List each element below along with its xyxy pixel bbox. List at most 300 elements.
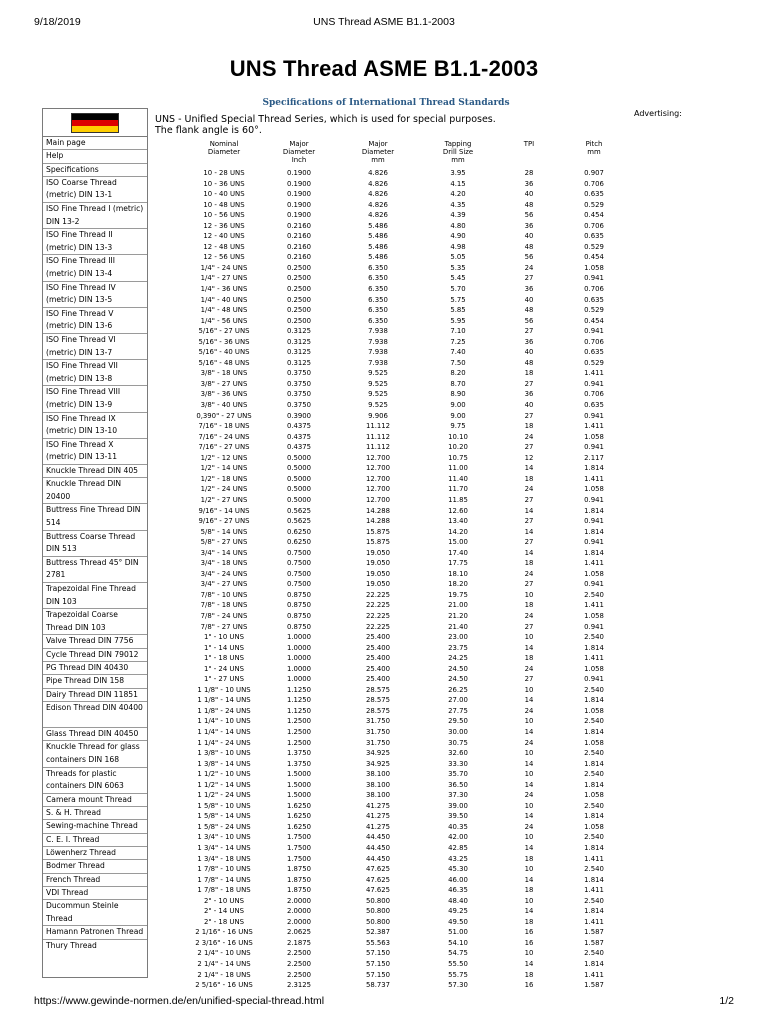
cell-tpi: 56 (524, 316, 534, 325)
cell-nominal: 10 - 56 UNS (203, 211, 245, 220)
cell-tpi: 56 (524, 211, 534, 220)
cell-pitch: 2.540 (584, 590, 604, 599)
cell-major-mm: 28.575 (365, 685, 391, 694)
cell-nominal: 7/8" - 10 UNS (200, 590, 248, 599)
cell-tapping-drill: 42.00 (448, 833, 468, 842)
table-row (188, 548, 628, 559)
cell-major-inch: 0.8750 (286, 611, 312, 620)
cell-major-mm: 6.350 (368, 295, 388, 304)
cell-tapping-drill: 4.80 (450, 221, 466, 230)
cell-pitch: 1.058 (584, 611, 604, 620)
cell-tapping-drill: 8.20 (450, 369, 466, 378)
cell-pitch: 1.814 (584, 464, 604, 473)
cell-pitch: 1.814 (584, 960, 604, 969)
sidebar-item-cycle-thread-din-79012[interactable]: Cycle Thread DIN 79012 (43, 649, 147, 662)
cell-tapping-drill: 12.60 (448, 506, 468, 515)
cell-major-inch: 0.3125 (286, 348, 312, 357)
sidebar-nav (42, 108, 148, 978)
cell-pitch: 1.814 (584, 780, 604, 789)
cell-pitch: 2.540 (584, 685, 604, 694)
table-row (188, 695, 628, 706)
cell-major-inch: 0.5000 (286, 453, 312, 462)
table-row (188, 780, 628, 791)
cell-nominal: 7/16" - 24 UNS (198, 432, 250, 441)
cell-tapping-drill: 7.40 (450, 348, 466, 357)
column-header-line: Diameter (282, 147, 316, 156)
cell-major-mm: 12.700 (365, 464, 391, 473)
cell-pitch: 0.529 (584, 306, 604, 315)
sidebar-item-edison-thread-din-40400[interactable]: Edison Thread DIN 40400 (43, 702, 147, 728)
sidebar-item-ducommun-steinle-thread[interactable]: Ducommun Steinle Thread (43, 900, 147, 926)
cell-major-inch: 0.8750 (286, 601, 312, 610)
cell-pitch: 0.706 (584, 221, 604, 230)
table-row (188, 432, 628, 443)
cell-major-inch: 0.3750 (286, 379, 312, 388)
table-row (188, 611, 628, 622)
cell-major-inch: 0.5625 (286, 506, 312, 515)
cell-major-mm: 58.737 (365, 981, 391, 990)
table-row (188, 411, 628, 422)
cell-major-inch: 1.8750 (286, 865, 312, 874)
cell-major-inch: 0.4375 (286, 432, 312, 441)
cell-tapping-drill: 18.20 (448, 580, 468, 589)
sidebar-item-vdi-thread[interactable]: VDI Thread (43, 887, 147, 900)
print-footer (34, 995, 734, 1009)
cell-tpi: 18 (524, 854, 534, 863)
column-header-line: Major (368, 140, 388, 148)
cell-tapping-drill: 39.50 (448, 812, 468, 821)
cell-tapping-drill: 4.98 (450, 242, 466, 251)
cell-tpi: 24 (524, 432, 534, 441)
table-row (188, 168, 628, 179)
sidebar-item-help[interactable]: Help (43, 150, 147, 163)
cell-tpi: 36 (524, 337, 534, 346)
cell-major-inch: 0.2500 (286, 274, 312, 283)
cell-pitch: 0.941 (584, 622, 604, 631)
sidebar-item-pg-thread-din-40430[interactable]: PG Thread DIN 40430 (43, 662, 147, 675)
table-row (188, 664, 628, 675)
sidebar-item-l-wenherz-thread[interactable]: Löwenherz Thread (43, 847, 147, 860)
cell-major-mm: 19.050 (365, 569, 391, 578)
column-header-line: Major (289, 140, 309, 148)
sidebar-item-iso-fine-thread-viii-metric-din-13-9[interactable]: ISO Fine Thread VIII (metric) DIN 13-9 (43, 386, 147, 412)
cell-nominal: 7/8" - 24 UNS (200, 611, 248, 620)
cell-pitch: 1.814 (584, 643, 604, 652)
cell-tpi: 24 (524, 485, 534, 494)
sidebar-item-buttress-coarse-thread-din-513[interactable]: Buttress Coarse Thread DIN 513 (43, 531, 147, 557)
cell-major-mm: 38.100 (365, 770, 391, 779)
cell-pitch: 1.814 (584, 812, 604, 821)
sidebar-item-trapezoidal-coarse-thread-din-103[interactable]: Trapezoidal Coarse Thread DIN 103 (43, 609, 147, 635)
cell-major-inch: 1.0000 (286, 643, 312, 652)
sidebar-item-threads-for-plastic-containers-din-6063[interactable]: Threads for plastic containers DIN 6063 (43, 768, 147, 794)
cell-major-inch: 1.2500 (286, 727, 312, 736)
cell-major-inch: 0.1900 (286, 179, 312, 188)
table-row (188, 210, 628, 221)
cell-tpi: 24 (524, 791, 534, 800)
cell-pitch: 0.907 (584, 169, 604, 177)
cell-tapping-drill: 13.40 (448, 517, 468, 526)
table-row (188, 632, 628, 643)
cell-tpi: 48 (524, 306, 534, 315)
cell-major-inch: 0.1900 (286, 169, 312, 177)
cell-nominal: 1 1/8" - 10 UNS (197, 685, 251, 694)
cell-tpi: 36 (524, 285, 534, 294)
cell-major-mm: 47.625 (365, 875, 391, 884)
cell-nominal: 1 1/8" - 24 UNS (197, 706, 251, 715)
cell-nominal: 1 1/8" - 14 UNS (197, 696, 251, 705)
cell-major-mm: 15.875 (365, 527, 391, 536)
sidebar-item-c-e-i-thread[interactable]: C. E. I. Thread (43, 834, 147, 847)
cell-pitch: 1.814 (584, 759, 604, 768)
cell-major-mm: 50.800 (365, 917, 391, 926)
cell-major-mm: 12.700 (365, 485, 391, 494)
cell-pitch: 0.529 (584, 358, 604, 367)
cell-pitch: 0.635 (584, 295, 604, 304)
table-row (188, 368, 628, 379)
cell-major-mm: 9.525 (368, 379, 388, 388)
table-row (188, 622, 628, 633)
cell-pitch: 0.941 (584, 538, 604, 547)
table-row (188, 558, 628, 569)
cell-major-mm: 6.350 (368, 263, 388, 272)
cell-tapping-drill: 46.00 (448, 875, 468, 884)
sidebar-item-knuckle-thread-din-20400[interactable]: Knuckle Thread DIN 20400 (43, 478, 147, 504)
table-row (188, 738, 628, 749)
cell-major-inch: 0.2160 (286, 232, 312, 241)
sidebar-item-knuckle-thread-for-glass-containers-din-168[interactable]: Knuckle Thread for glass containers DIN 168 (43, 741, 147, 767)
cell-tpi: 14 (524, 875, 534, 884)
cell-nominal: 10 - 36 UNS (203, 179, 245, 188)
cell-tpi: 10 (524, 833, 534, 842)
sidebar-item-sewing-machine-thread[interactable]: Sewing-machine Thread (43, 820, 147, 833)
sidebar-item-buttress-thread-45-din-2781[interactable]: Buttress Thread 45° DIN 2781 (43, 557, 147, 583)
column-header-line: Drill Size (442, 147, 474, 156)
cell-nominal: 1" - 18 UNS (204, 654, 244, 663)
column-header-line: Tapping (444, 140, 472, 148)
sidebar-item-valve-thread-din-7756[interactable]: Valve Thread DIN 7756 (43, 635, 147, 648)
cell-tapping-drill: 55.75 (448, 970, 468, 979)
cell-major-mm: 5.486 (368, 242, 388, 251)
cell-tpi: 14 (524, 548, 534, 557)
cell-nominal: 1/2" - 27 UNS (200, 495, 248, 504)
cell-tapping-drill: 5.85 (450, 306, 466, 315)
cell-nominal: 1 1/4" - 14 UNS (197, 727, 251, 736)
cell-major-mm: 4.826 (368, 179, 388, 188)
table-row (188, 263, 628, 274)
cell-tapping-drill: 24.50 (448, 664, 468, 673)
cell-major-mm: 9.525 (368, 390, 388, 399)
cell-tpi: 36 (524, 221, 534, 230)
cell-major-mm: 31.750 (365, 727, 391, 736)
cell-tpi: 36 (524, 179, 534, 188)
cell-major-mm: 31.750 (365, 738, 391, 747)
cell-tpi: 27 (524, 675, 534, 684)
cell-major-mm: 12.700 (365, 453, 391, 462)
cell-pitch: 1.411 (584, 559, 604, 568)
cell-tapping-drill: 27.00 (448, 696, 468, 705)
cell-major-inch: 1.7500 (286, 844, 312, 852)
sidebar-item-iso-fine-thread-x-metric-din-13-11[interactable]: ISO Fine Thread X (metric) DIN 13-11 (43, 439, 147, 465)
cell-tpi: 10 (524, 590, 534, 599)
table-row (188, 295, 628, 306)
sidebar-item-camera-mount-thread[interactable]: Camera mount Thread (43, 794, 147, 807)
cell-pitch: 1.058 (584, 822, 604, 831)
cell-major-mm: 22.225 (365, 622, 391, 631)
table-row (188, 242, 628, 253)
cell-pitch: 0.941 (584, 327, 604, 336)
cell-tpi: 40 (524, 348, 534, 357)
table-row (188, 463, 628, 474)
cell-tapping-drill: 4.20 (450, 190, 466, 199)
cell-nominal: 10 - 40 UNS (203, 190, 245, 199)
column-header-line: TPI (523, 140, 535, 148)
cell-tapping-drill: 5.05 (450, 253, 466, 262)
sidebar-item-hamann-patronen-thread[interactable]: Hamann Patronen Thread (43, 926, 147, 939)
cell-major-inch: 0.8750 (286, 622, 312, 631)
cell-nominal: 9/16" - 27 UNS (198, 517, 250, 526)
sidebar-item-glass-thread-din-40450[interactable]: Glass Thread DIN 40450 (43, 728, 147, 741)
cell-major-inch: 1.7500 (286, 854, 312, 863)
cell-tpi: 14 (524, 696, 534, 705)
cell-major-inch: 1.8750 (286, 875, 312, 884)
cell-tpi: 40 (524, 190, 534, 199)
print-header (34, 16, 734, 30)
sidebar-item-knuckle-thread-din-405[interactable]: Knuckle Thread DIN 405 (43, 465, 147, 478)
cell-pitch: 1.814 (584, 696, 604, 705)
cell-nominal: 7/16" - 27 UNS (198, 443, 250, 452)
cell-pitch: 2.540 (584, 633, 604, 642)
sidebar-item-iso-coarse-thread-metric-din-13-1[interactable]: ISO Coarse Thread (metric) DIN 13-1 (43, 177, 147, 203)
table-row (188, 822, 628, 833)
table-row (188, 854, 628, 865)
cell-tpi: 40 (524, 401, 534, 410)
cell-nominal: 1 5/8" - 10 UNS (197, 801, 251, 810)
cell-major-mm: 14.288 (365, 506, 391, 515)
sidebar-item-dairy-thread-din-11851[interactable]: Dairy Thread DIN 11851 (43, 689, 147, 702)
cell-nominal: 2 1/4" - 18 UNS (197, 970, 251, 979)
cell-nominal: 1 1/4" - 10 UNS (197, 717, 251, 726)
cell-nominal: 1/4" - 56 UNS (200, 316, 248, 325)
cell-nominal: 1/2" - 24 UNS (200, 485, 248, 494)
cell-pitch: 1.058 (584, 706, 604, 715)
cell-major-inch: 0.3125 (286, 327, 312, 336)
cell-major-mm: 15.875 (365, 538, 391, 547)
cell-pitch: 0.706 (584, 337, 604, 346)
cell-tpi: 14 (524, 643, 534, 652)
cell-nominal: 1 3/8" - 14 UNS (197, 759, 251, 768)
sidebar-item-iso-fine-thread-ii-metric-din-13-3[interactable]: ISO Fine Thread II (metric) DIN 13-3 (43, 229, 147, 255)
cell-tapping-drill: 21.20 (448, 611, 468, 620)
cell-major-mm: 25.400 (365, 664, 391, 673)
cell-major-mm: 25.400 (365, 643, 391, 652)
page-subtitle: Specifications of International Thread Standards (262, 98, 510, 108)
cell-pitch: 0.454 (584, 316, 604, 325)
table-row (188, 875, 628, 886)
sidebar-item-iso-fine-thread-iii-metric-din-13-4[interactable]: ISO Fine Thread III (metric) DIN 13-4 (43, 255, 147, 281)
sidebar-menu (43, 137, 147, 953)
cell-major-inch: 2.0625 (286, 928, 312, 937)
cell-major-mm: 38.100 (365, 791, 391, 800)
cell-major-inch: 0.7500 (286, 559, 312, 568)
cell-pitch: 2.540 (584, 865, 604, 874)
table-row (188, 506, 628, 517)
cell-tapping-drill: 21.40 (448, 622, 468, 631)
table-header-row (188, 141, 628, 168)
cell-major-mm: 41.275 (365, 801, 391, 810)
cell-major-mm: 19.050 (365, 548, 391, 557)
cell-major-mm: 25.400 (365, 654, 391, 663)
cell-tpi: 14 (524, 844, 534, 852)
cell-tapping-drill: 45.30 (448, 865, 468, 874)
cell-major-mm: 44.450 (365, 854, 391, 863)
cell-major-mm: 19.050 (365, 580, 391, 589)
cell-tpi: 18 (524, 422, 534, 431)
cell-pitch: 1.058 (584, 569, 604, 578)
column-header-line: Diameter (207, 147, 241, 156)
table-row (188, 653, 628, 664)
cell-tapping-drill: 8.90 (450, 390, 466, 399)
cell-tpi: 18 (524, 369, 534, 378)
table-row (188, 537, 628, 548)
cell-major-inch: 0.7500 (286, 569, 312, 578)
cell-tpi: 18 (524, 917, 534, 926)
cell-nominal: 12 - 48 UNS (203, 242, 245, 251)
cell-major-inch: 1.0000 (286, 654, 312, 663)
sidebar-item-iso-fine-thread-iv-metric-din-13-5[interactable]: ISO Fine Thread IV (metric) DIN 13-5 (43, 282, 147, 308)
print-title: UNS Thread ASME B1.1-2003 (313, 16, 455, 28)
cell-nominal: 1 3/4" - 10 UNS (197, 833, 251, 842)
cell-major-inch: 1.0000 (286, 633, 312, 642)
cell-tapping-drill: 4.35 (450, 200, 466, 209)
cell-nominal: 9/16" - 14 UNS (198, 506, 250, 515)
cell-tapping-drill: 17.75 (448, 559, 468, 568)
cell-nominal: 3/8" - 40 UNS (200, 401, 248, 410)
cell-tpi: 24 (524, 611, 534, 620)
cell-tpi: 16 (524, 981, 534, 990)
sidebar-item-thury-thread[interactable]: Thury Thread (46, 940, 97, 950)
cell-tpi: 56 (524, 253, 534, 262)
cell-major-mm: 57.150 (365, 970, 391, 979)
cell-major-mm: 57.150 (365, 949, 391, 958)
cell-major-inch: 1.0000 (286, 664, 312, 673)
sidebar-item-main-page[interactable]: Main page (43, 137, 147, 150)
cell-nominal: 2 1/4" - 10 UNS (197, 949, 251, 958)
cell-tpi: 14 (524, 527, 534, 536)
cell-pitch: 0.454 (584, 253, 604, 262)
table-row (188, 305, 628, 316)
cell-tapping-drill: 55.50 (448, 960, 468, 969)
cell-nominal: 1/4" - 27 UNS (200, 274, 248, 283)
column-header-line: mm (451, 155, 465, 164)
cell-pitch: 0.706 (584, 179, 604, 188)
cell-pitch: 1.411 (584, 917, 604, 926)
cell-major-inch: 1.8750 (286, 886, 312, 895)
cell-major-mm: 34.925 (365, 759, 391, 768)
cell-major-inch: 1.6250 (286, 801, 312, 810)
cell-nominal: 1" - 24 UNS (204, 664, 244, 673)
cell-tpi: 10 (524, 717, 534, 726)
sidebar-item-iso-fine-thread-ix-metric-din-13-10[interactable]: ISO Fine Thread IX (metric) DIN 13-10 (43, 413, 147, 439)
sidebar-item-iso-fine-thread-v-metric-din-13-6[interactable]: ISO Fine Thread V (metric) DIN 13-6 (43, 308, 147, 334)
cell-tapping-drill: 14.20 (448, 527, 468, 536)
cell-tapping-drill: 11.00 (448, 464, 468, 473)
cell-tpi: 14 (524, 727, 534, 736)
cell-pitch: 1.814 (584, 506, 604, 515)
cell-major-mm: 57.150 (365, 960, 391, 969)
cell-tpi: 24 (524, 738, 534, 747)
cell-major-inch: 0.5625 (286, 517, 312, 526)
cell-major-mm: 5.486 (368, 221, 388, 230)
cell-major-inch: 0.2500 (286, 285, 312, 294)
cell-major-mm: 4.826 (368, 200, 388, 209)
cell-major-inch: 2.2500 (286, 949, 312, 958)
sidebar-item-trapezoidal-fine-thread-din-103[interactable]: Trapezoidal Fine Thread DIN 103 (43, 583, 147, 609)
cell-major-mm: 44.450 (365, 833, 391, 842)
sidebar-item-s-h-thread[interactable]: S. & H. Thread (43, 807, 147, 820)
cell-tpi: 27 (524, 517, 534, 526)
cell-tapping-drill: 5.75 (450, 295, 466, 304)
flag-stripe (72, 126, 118, 132)
cell-major-mm: 22.225 (365, 611, 391, 620)
sidebar-item-french-thread[interactable]: French Thread (43, 874, 147, 887)
cell-major-inch: 0.4375 (286, 422, 312, 431)
table-row (188, 685, 628, 696)
table-row (188, 484, 628, 495)
table-row (188, 579, 628, 590)
cell-pitch: 1.058 (584, 791, 604, 800)
page-title: UNS Thread ASME B1.1-2003 (229, 56, 539, 81)
german-flag-icon[interactable] (71, 113, 119, 133)
cell-major-inch: 1.7500 (286, 833, 312, 842)
table-row (188, 643, 628, 654)
advertising-label: Advertising: (634, 109, 682, 118)
table-row (188, 917, 628, 928)
cell-pitch: 0.706 (584, 390, 604, 399)
intro-flank-angle: The flank angle is 60°. (155, 125, 262, 136)
cell-major-inch: 0.5000 (286, 495, 312, 504)
cell-nominal: 3/8" - 27 UNS (200, 379, 248, 388)
cell-tpi: 27 (524, 274, 534, 283)
table-row (188, 527, 628, 538)
cell-tapping-drill: 9.00 (450, 401, 466, 410)
table-row (188, 843, 628, 854)
cell-major-inch: 0.7500 (286, 580, 312, 589)
cell-pitch: 1.411 (584, 601, 604, 610)
cell-pitch: 0.941 (584, 443, 604, 452)
cell-major-inch: 2.0000 (286, 907, 312, 916)
sidebar-item-specifications[interactable]: Specifications (43, 164, 147, 177)
sidebar-item-pipe-thread-din-158[interactable]: Pipe Thread DIN 158 (43, 675, 147, 688)
cell-tapping-drill: 43.25 (448, 854, 468, 863)
cell-major-mm: 6.350 (368, 306, 388, 315)
cell-major-mm: 55.563 (365, 938, 391, 947)
sidebar-item-iso-fine-thread-vi-metric-din-13-7[interactable]: ISO Fine Thread VI (metric) DIN 13-7 (43, 334, 147, 360)
cell-tpi: 14 (524, 464, 534, 473)
table-row (188, 179, 628, 190)
cell-tapping-drill: 10.10 (448, 432, 468, 441)
sidebar-item-buttress-fine-thread-din-514[interactable]: Buttress Fine Thread DIN 514 (43, 504, 147, 530)
cell-tpi: 14 (524, 960, 534, 969)
sidebar-item-iso-fine-thread-vii-metric-din-13-8[interactable]: ISO Fine Thread VII (metric) DIN 13-8 (43, 360, 147, 386)
cell-major-inch: 0.4375 (286, 443, 312, 452)
cell-major-inch: 0.3125 (286, 358, 312, 367)
sidebar-item-bodmer-thread[interactable]: Bodmer Thread (43, 860, 147, 873)
sidebar-item-iso-fine-thread-i-metric-din-13-2[interactable]: ISO Fine Thread I (metric) DIN 13-2 (43, 203, 147, 229)
cell-tpi: 40 (524, 232, 534, 241)
cell-tapping-drill: 36.50 (448, 780, 468, 789)
cell-pitch: 1.411 (584, 474, 604, 483)
